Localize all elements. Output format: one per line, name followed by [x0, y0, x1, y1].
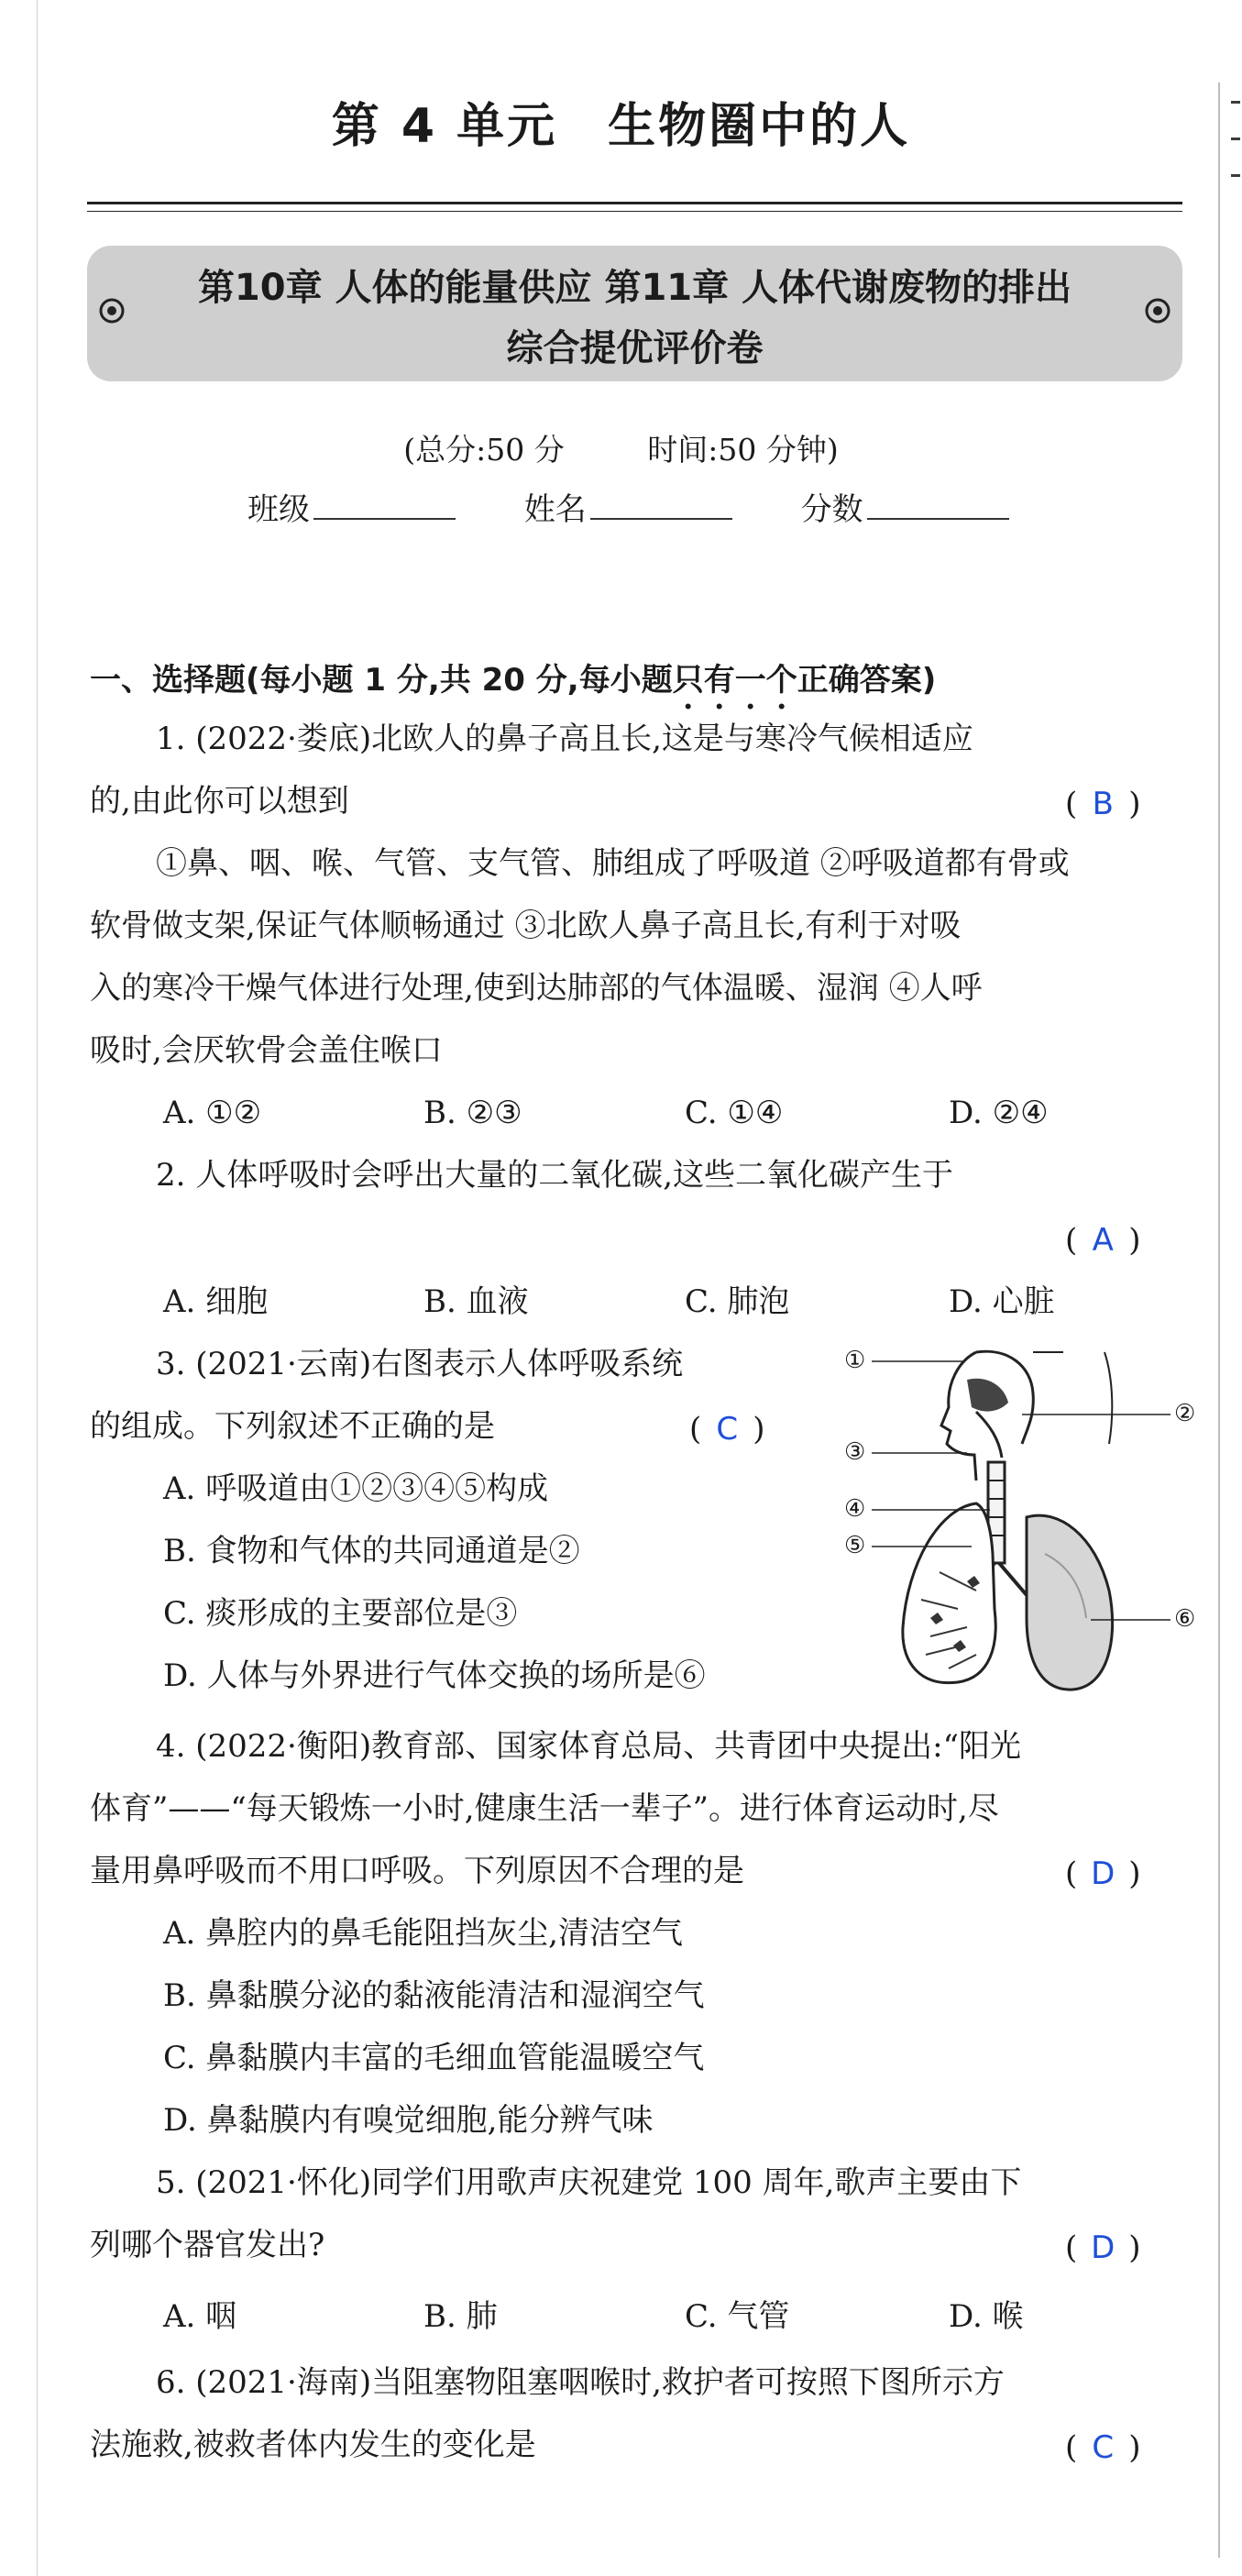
diagram-label-3: ③ — [844, 1438, 866, 1466]
diagram-label-6: ⑥ — [1174, 1605, 1196, 1633]
unit-title: 第 4 单元 生物圈中的人 — [331, 99, 911, 154]
respiratory-figure — [839, 1343, 1201, 1701]
q1-answer: ( B ) — [1065, 786, 1141, 822]
q3-stem-cont: 的组成。下列叙述不正确的是 — [90, 1408, 495, 1445]
q1-option-b: B. ②③ — [423, 1095, 522, 1131]
ornament-icon — [1144, 297, 1171, 325]
page-edge — [37, 0, 38, 2576]
q4-option-b: B. 鼻黏膜分泌的黏液能清洁和湿润空气 — [163, 1977, 705, 2014]
title-rule — [87, 202, 1182, 204]
total-score: (总分:50 分 — [403, 432, 565, 468]
q5-stem: 5. (2021·怀化)同学们用歌声庆祝建党 100 周年,歌声主要由下 — [156, 2164, 1022, 2201]
q1-option-c: C. ①④ — [685, 1095, 784, 1131]
q3-option-a: A. 呼吸道由①②③④⑤构成 — [163, 1470, 549, 1507]
q3-answer: ( C ) — [689, 1411, 765, 1448]
q2-answer: ( A ) — [1065, 1222, 1141, 1259]
q3-option-c: C. 痰形成的主要部位是③ — [163, 1595, 518, 1632]
q6-stem-cont: 法施救,被救者体内发生的变化是 — [90, 2427, 536, 2463]
paper-title: 综合提优评价卷 — [506, 327, 764, 369]
q5-option-c: C. 气管 — [685, 2298, 790, 2335]
diagram-label-5: ⑤ — [844, 1532, 866, 1559]
q1-statement: ①鼻、咽、喉、气管、支气管、肺组成了呼吸道 ②呼吸道都有骨或 — [156, 845, 1070, 882]
q3-option-d: D. 人体与外界进行气体交换的场所是⑥ — [163, 1657, 706, 1694]
q4-stem-cont: 体育”——“每天锻炼一小时,健康生活一辈子”。进行体育运动时,尽 — [90, 1790, 999, 1827]
diagram-label-1: ① — [844, 1347, 866, 1374]
class-field[interactable]: 班级 — [247, 484, 456, 529]
q2-option-a: A. 细胞 — [163, 1283, 269, 1320]
q1-stem: 1. (2022·娄底)北欧人的鼻子高且长,这是与寒冷气候相适应 — [156, 721, 973, 757]
respiratory-system-diagram — [839, 1343, 1201, 1701]
q1-statement: 入的寒冷干燥气体进行处理,使到达肺部的气体温暖、湿润 ④人呼 — [90, 970, 983, 1007]
q5-option-d: D. 喉 — [949, 2298, 1024, 2335]
q4-option-d: D. 鼻黏膜内有嗅觉细胞,能分辨气味 — [163, 2102, 654, 2139]
chapter-banner — [87, 246, 1182, 381]
title-rule-thin — [87, 211, 1182, 212]
q2-stem: 2. 人体呼吸时会呼出大量的二氧化碳,这些二氧化碳产生于 — [156, 1157, 954, 1194]
diagram-label-4: ④ — [844, 1495, 866, 1523]
q6-stem: 6. (2021·海南)当阻塞物阻塞咽喉时,救护者可按照下图所示方 — [156, 2364, 1005, 2401]
q2-option-c: C. 肺泡 — [685, 1283, 790, 1320]
diagram-label-2: ② — [1174, 1400, 1196, 1427]
q3-stem: 3. (2021·云南)右图表示人体呼吸系统 — [156, 1346, 684, 1382]
q1-option-a: A. ①② — [163, 1095, 262, 1131]
section-heading: 一、选择题(每小题 1 分,共 20 分,每小题只有一个正确答案) — [90, 662, 937, 699]
chapter-heading: 第10章 人体的能量供应 第11章 人体代谢废物的排出 — [197, 267, 1072, 309]
q1-statement: 软骨做支架,保证气体顺畅通过 ③北欧人鼻子高且长,有利于对吸 — [90, 908, 962, 944]
q1-option-d: D. ②④ — [949, 1095, 1049, 1131]
score-field[interactable]: 分数 — [801, 484, 1009, 529]
q6-answer: ( C ) — [1065, 2429, 1141, 2466]
q5-answer: ( D ) — [1065, 2229, 1141, 2266]
time-limit: 时间:50 分钟) — [647, 432, 839, 468]
q1-stem-cont: 的,由此你可以想到 — [90, 783, 349, 820]
q5-stem-cont: 列哪个器官发出? — [90, 2227, 325, 2263]
q2-option-d: D. 心脏 — [949, 1283, 1055, 1320]
exam-meta — [0, 426, 1242, 469]
q1-statement: 吸时,会厌软骨会盖住喉口 — [90, 1032, 443, 1069]
q2-option-b: B. 血液 — [423, 1283, 529, 1320]
q4-answer: ( D ) — [1065, 1855, 1141, 1892]
q4-stem-cont: 量用鼻呼吸而不用口呼吸。下列原因不合理的是 — [90, 1853, 744, 1889]
q5-option-b: B. 肺 — [423, 2298, 498, 2335]
q4-option-c: C. 鼻黏膜内丰富的毛细血管能温暖空气 — [163, 2040, 705, 2076]
q4-option-a: A. 鼻腔内的鼻毛能阻挡灰尘,清洁空气 — [163, 1915, 683, 1952]
q5-option-a: A. 咽 — [163, 2298, 237, 2335]
q3-option-b: B. 食物和气体的共同通道是② — [163, 1533, 580, 1569]
name-field[interactable]: 姓名 — [524, 484, 732, 529]
edge-tick — [1231, 174, 1240, 177]
q4-stem: 4. (2022·衡阳)教育部、国家体育总局、共青团中央提出:“阳光 — [156, 1728, 1021, 1765]
student-fields — [247, 484, 1068, 529]
